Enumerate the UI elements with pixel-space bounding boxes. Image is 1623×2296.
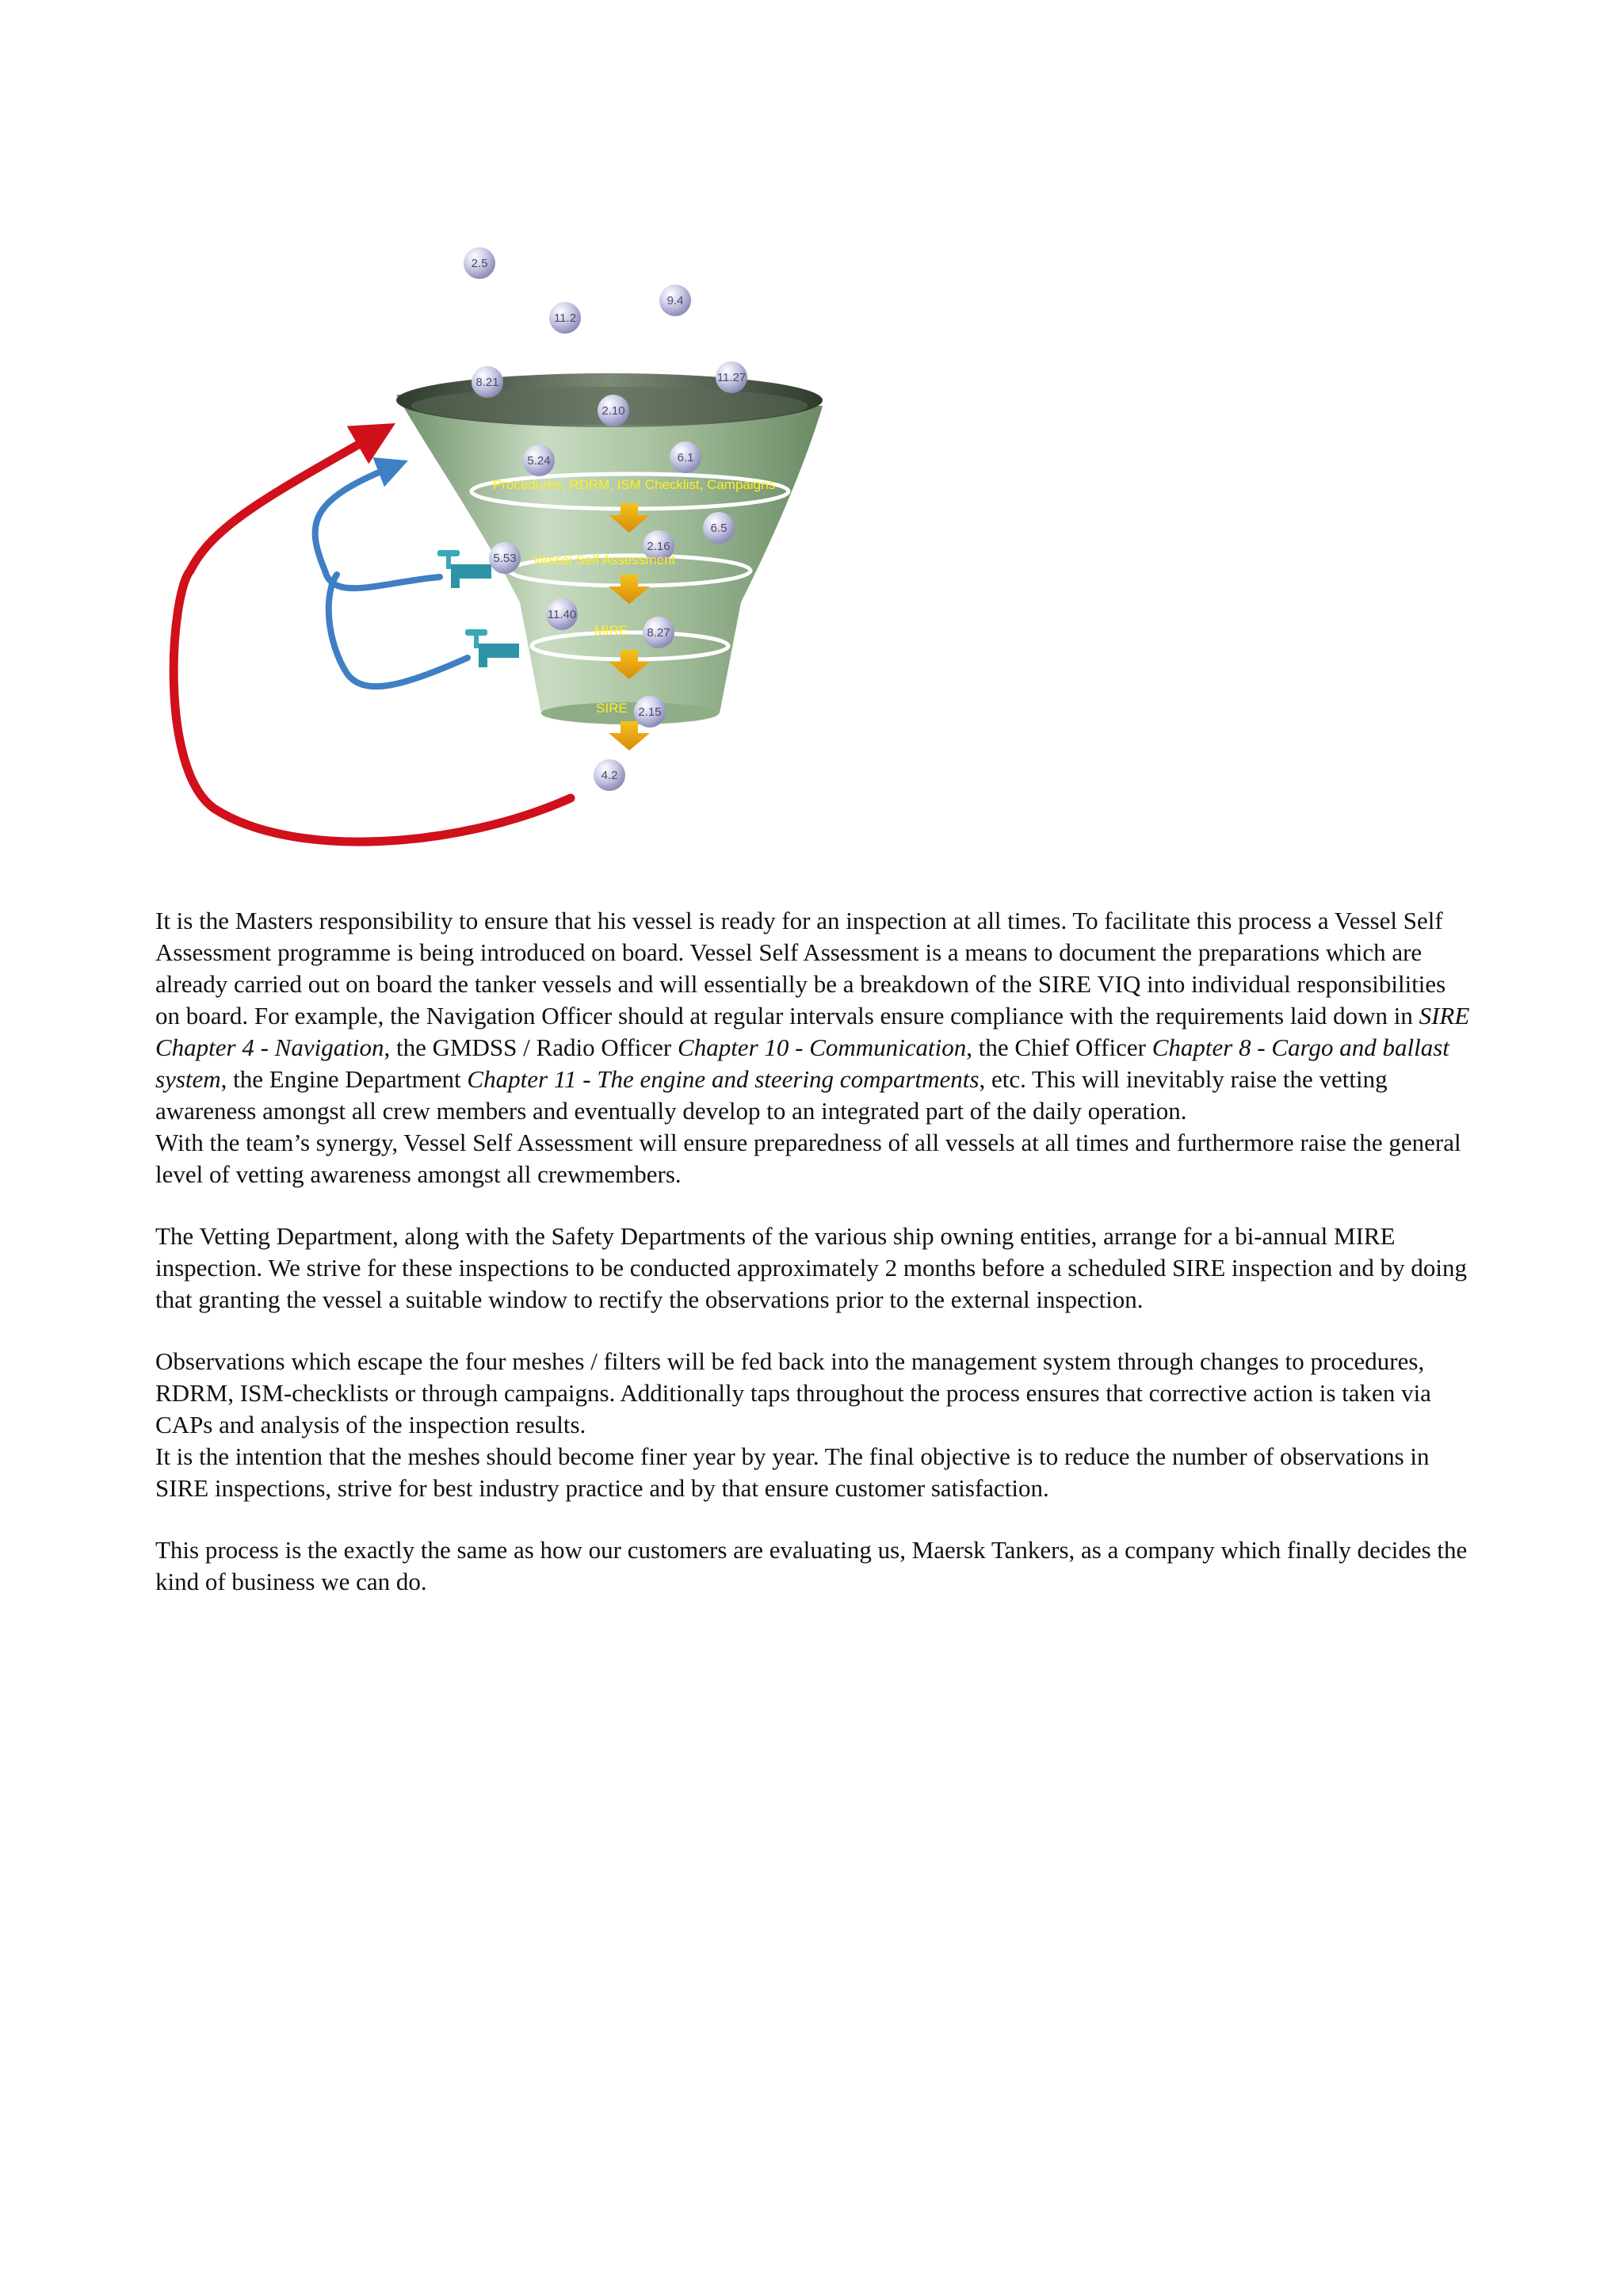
svg-text:11.2: 11.2 bbox=[553, 311, 577, 325]
bubble bbox=[523, 445, 555, 476]
paragraph-customer-evaluation: This process is the exactly the same as how our customers are evaluating us, Maersk Tankers, as a company which finally decides the kind of business we can do. bbox=[155, 1536, 1468, 1595]
svg-text:2.5: 2.5 bbox=[471, 257, 488, 270]
svg-text:6.1: 6.1 bbox=[677, 451, 694, 464]
bubble bbox=[546, 598, 578, 630]
bubble bbox=[670, 441, 701, 473]
tap-icon-upper bbox=[437, 550, 491, 588]
body-text bbox=[155, 905, 1471, 1598]
bubble bbox=[598, 395, 629, 426]
svg-text:2.10: 2.10 bbox=[601, 404, 625, 418]
bubble bbox=[464, 247, 495, 279]
paragraph-observations-feedback: Observations which escape the four meshes / filters will be fed back into the management system through changes to procedures, RDRM, ISM-checklists or through campaigns. Additionally taps throughout the process ensures that corrective action is taken via CAPs and analysis of the inspection results. bbox=[155, 1347, 1431, 1438]
svg-text:8.21: 8.21 bbox=[475, 376, 499, 389]
blue-feedback-arrow-lower bbox=[329, 575, 468, 686]
paragraph-vessel-self-assessment: It is the Masters responsibility to ensure that his vessel is ready for an inspection at all times. To facilitate this process a Vessel Self Assessment programme is being introduced on board. Vessel Self Assessment is a means to document the preparations which are already carried out on board the tanker vessels and will essentially be a breakdown of the SIRE VIQ into individual responsibilities on board. For example, the Navigation Officer should at regular intervals ensure compliance with the requirements laid down in SIRE Chapter 4 - Navigation, the GMDSS / Radio Officer Chapter 10 - Communication, the Chief Officer Chapter 8 - Cargo and ballast system, the Engine Department Chapter 11 - The engine and steering compartments, etc. This will inevitably raise the vetting awareness amongst all crew members and eventually develop to an integrated part of the daily operation. bbox=[155, 907, 1470, 1125]
bubble bbox=[643, 617, 674, 648]
svg-text:11.40: 11.40 bbox=[547, 608, 577, 621]
svg-text:5.24: 5.24 bbox=[527, 454, 551, 468]
svg-text:6.5: 6.5 bbox=[710, 521, 727, 535]
stage-label-vessel-self-assessment: Vessel Self Assessment bbox=[532, 552, 676, 567]
filter-funnel-diagram bbox=[143, 222, 856, 872]
bubble bbox=[472, 366, 503, 398]
svg-text:2.16: 2.16 bbox=[647, 540, 670, 553]
svg-text:5.53: 5.53 bbox=[493, 552, 517, 565]
blue-feedback-arrow-upper bbox=[315, 465, 440, 588]
stage-label-procedures: Procedures, RDRM, ISM Checklist, Campaigns bbox=[492, 477, 776, 492]
svg-text:11.27: 11.27 bbox=[716, 371, 747, 384]
bubble bbox=[489, 542, 521, 574]
svg-text:4.2: 4.2 bbox=[601, 769, 618, 782]
tap-icon-lower bbox=[465, 629, 519, 667]
bubble bbox=[594, 759, 625, 791]
bubble bbox=[549, 302, 581, 334]
stage-label-sire: SIRE bbox=[596, 701, 628, 716]
funnel bbox=[396, 373, 823, 724]
stage-label-mire: MIRE bbox=[594, 623, 628, 638]
bubble bbox=[634, 696, 666, 728]
paragraph-mire-inspection: The Vetting Department, along with the Safety Departments of the various ship owning entities, arrange for a bi-annual MIRE inspection. We strive for these inspections to be conducted approximately 2 months before a scheduled SIRE inspection and by doing that granting the vessel a suitable window to rectify the observations prior to the external inspection. bbox=[155, 1222, 1468, 1313]
svg-text:2.15: 2.15 bbox=[638, 705, 662, 719]
bubble bbox=[659, 285, 691, 316]
paragraph-team-synergy: With the team’s synergy, Vessel Self Assessment will ensure preparedness of all vessels at all times and furthermore raise the general level of vetting awareness amongst all crewmembers. bbox=[155, 1129, 1461, 1188]
bubble bbox=[716, 361, 747, 393]
bubble bbox=[703, 512, 735, 544]
svg-text:8.27: 8.27 bbox=[647, 626, 670, 640]
svg-text:9.4: 9.4 bbox=[666, 294, 684, 308]
paragraph-finer-meshes: It is the intention that the meshes should become finer year by year. The final objective is to reduce the number of observations in SIRE inspections, strive for best industry practice and by that ensure customer satisfaction. bbox=[155, 1442, 1430, 1502]
